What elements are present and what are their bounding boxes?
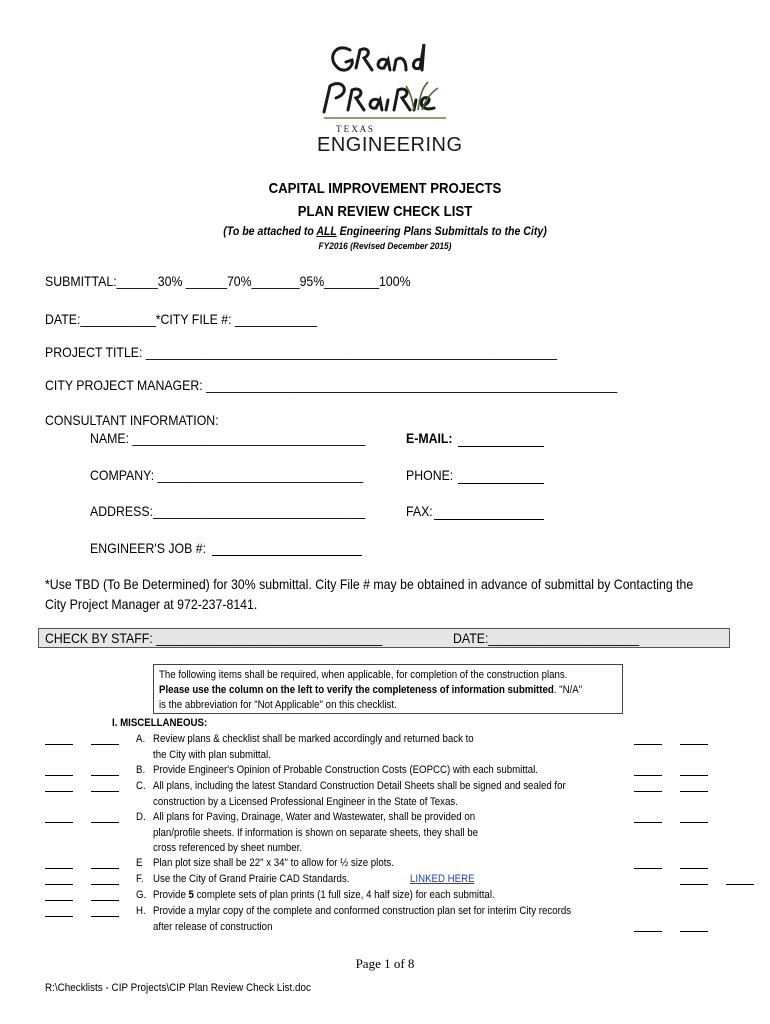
item-text: Use the City of Grand Prairie CAD Standards. — [153, 873, 350, 885]
check-blank-left[interactable] — [45, 916, 73, 917]
submittal-field[interactable]: SUBMITTAL:______30% ______70%_______95%________100% — [45, 273, 411, 289]
instructions-line2: Please use the column on the left to verify the completeness of information submitted. "N/A" — [159, 684, 583, 696]
page-title: CAPITAL IMPROVEMENT PROJECTS — [268, 180, 502, 197]
cad-standards-link[interactable]: LINKED HERE — [410, 873, 475, 885]
logo-department: ENGINEERING — [317, 134, 463, 156]
consultant-name-field[interactable]: NAME: __________________________________ — [90, 430, 366, 446]
check-blank-left[interactable] — [45, 744, 73, 745]
check-blank-left[interactable] — [45, 884, 73, 885]
address-field[interactable]: ADDRESS:_______________________________ — [90, 503, 366, 519]
check-blank-right[interactable] — [680, 822, 708, 823]
instructions-box — [153, 664, 623, 714]
check-by-staff-field[interactable]: CHECK BY STAFF: _________________________________ — [45, 630, 383, 646]
city-project-manager-field[interactable]: CITY PROJECT MANAGER: ____________________________________________________________ — [45, 377, 618, 393]
logo-state-text: T E X A S — [336, 124, 373, 134]
check-blank-right[interactable] — [680, 868, 708, 869]
check-blank-right[interactable] — [634, 791, 662, 792]
check-blank-left[interactable] — [45, 775, 73, 776]
item-letter: B. — [136, 764, 146, 776]
check-blank-right[interactable] — [680, 791, 708, 792]
check-by-staff-bar — [38, 628, 730, 648]
item-letter: C. — [136, 780, 146, 792]
item-letter: G. — [136, 889, 147, 901]
fax-label: FAX: — [406, 503, 433, 519]
item-text: after release of construction — [153, 920, 273, 933]
item-text: Provide a mylar copy of the complete and conformed construction plan set for interim City records — [153, 905, 572, 917]
page-subtitle: PLAN REVIEW CHECK LIST — [297, 203, 473, 220]
check-blank-left2[interactable] — [91, 900, 119, 901]
instructions-line3: is the abbreviation for "Not Applicable" on this checklist. — [159, 699, 397, 711]
page-number: Page 1 of 8 — [355, 956, 415, 971]
item-letter: H. — [136, 905, 146, 917]
fax-input-line[interactable] — [434, 519, 544, 520]
check-blank-left[interactable] — [45, 822, 73, 823]
item-letter: D. — [136, 811, 146, 823]
company-field[interactable]: COMPANY: ______________________________ — [90, 467, 364, 483]
item-text: All plans, including the latest Standard Construction Detail Sheets shall be signed and sealed for — [153, 780, 566, 792]
tbd-note-line2: City Project Manager at 972-237-8141. — [45, 596, 258, 612]
phone-input-line[interactable] — [458, 483, 544, 484]
staff-date-field[interactable]: DATE:______________________ — [453, 630, 640, 646]
check-blank-left2[interactable] — [91, 822, 119, 823]
project-title-field[interactable]: PROJECT TITLE: ____________________________________________________________ — [45, 344, 557, 360]
check-blank-right[interactable] — [680, 931, 708, 932]
check-blank-left[interactable] — [45, 868, 73, 869]
item-text: cross referenced by sheet number. — [153, 842, 303, 854]
item-text: Plan plot size shall be 22" x 34" to allow for ½ size plots. — [153, 857, 394, 869]
check-blank-left2[interactable] — [91, 791, 119, 792]
tbd-note-line1: *Use TBD (To Be Determined) for 30% submittal. City File # may be obtained in advance of submittal by Contacting the — [45, 576, 694, 592]
check-blank-left2[interactable] — [91, 916, 119, 917]
item-letter: F. — [136, 873, 144, 885]
section-heading: I. MISCELLANEOUS: — [112, 717, 208, 729]
check-blank-right[interactable] — [634, 868, 662, 869]
check-blank-left[interactable] — [45, 900, 73, 901]
phone-label: PHONE: — [406, 467, 454, 483]
file-path-footer: R:\Checklists - CIP Projects\CIP Plan Review Check List.doc — [45, 982, 311, 994]
item-letter: E — [136, 857, 143, 869]
item-text: plan/profile sheets. If information is shown on separate sheets, they shall be — [153, 826, 479, 839]
check-blank-left2[interactable] — [91, 884, 119, 885]
check-blank-left2[interactable] — [91, 868, 119, 869]
check-blank-right[interactable] — [634, 775, 662, 776]
email-label: E-MAIL: — [406, 430, 453, 446]
item-text: Review plans & checklist shall be marked accordingly and returned back to — [153, 733, 474, 745]
check-blank-left2[interactable] — [91, 744, 119, 745]
email-input-line[interactable] — [458, 446, 544, 447]
item-text: All plans for Paving, Drainage, Water and Wastewater, shall be provided on — [153, 811, 476, 823]
check-blank-right[interactable] — [634, 822, 662, 823]
check-blank-left2[interactable] — [91, 775, 119, 776]
item-text: Provide Engineer's Opinion of Probable Construction Costs (EOPCC) with each submittal. — [153, 764, 538, 776]
check-blank-right[interactable] — [680, 775, 708, 776]
engineer-job-label: ENGINEER'S JOB #: — [90, 540, 207, 556]
check-blank-right[interactable] — [634, 931, 662, 932]
date-city-file-field[interactable]: DATE:___________*CITY FILE #: ____________ — [45, 311, 318, 327]
item-letter: A. — [136, 733, 146, 745]
check-blank-right[interactable] — [680, 744, 708, 745]
item-text: construction by a Licensed Professional Engineer in the State of Texas. — [153, 795, 458, 808]
consultant-information-heading: CONSULTANT INFORMATION: — [45, 412, 219, 428]
revision-note: FY2016 (Revised December 2015) — [318, 241, 452, 252]
item-text: Provide 5 complete sets of plan prints (1 full size, 4 half size) for each submittal. — [153, 889, 495, 901]
item-text: the City with plan submittal. — [153, 748, 271, 761]
attachment-note: (To be attached to ALL Engineering Plans Submittals to the City) — [223, 224, 547, 238]
check-blank-right[interactable] — [726, 884, 754, 885]
instructions-line1: The following items shall be required, when applicable, for completion of the construction plans. — [159, 669, 568, 681]
engineer-job-input-line[interactable] — [212, 555, 362, 556]
check-blank-right[interactable] — [680, 884, 708, 885]
check-blank-right[interactable] — [634, 744, 662, 745]
check-blank-left[interactable] — [45, 791, 73, 792]
